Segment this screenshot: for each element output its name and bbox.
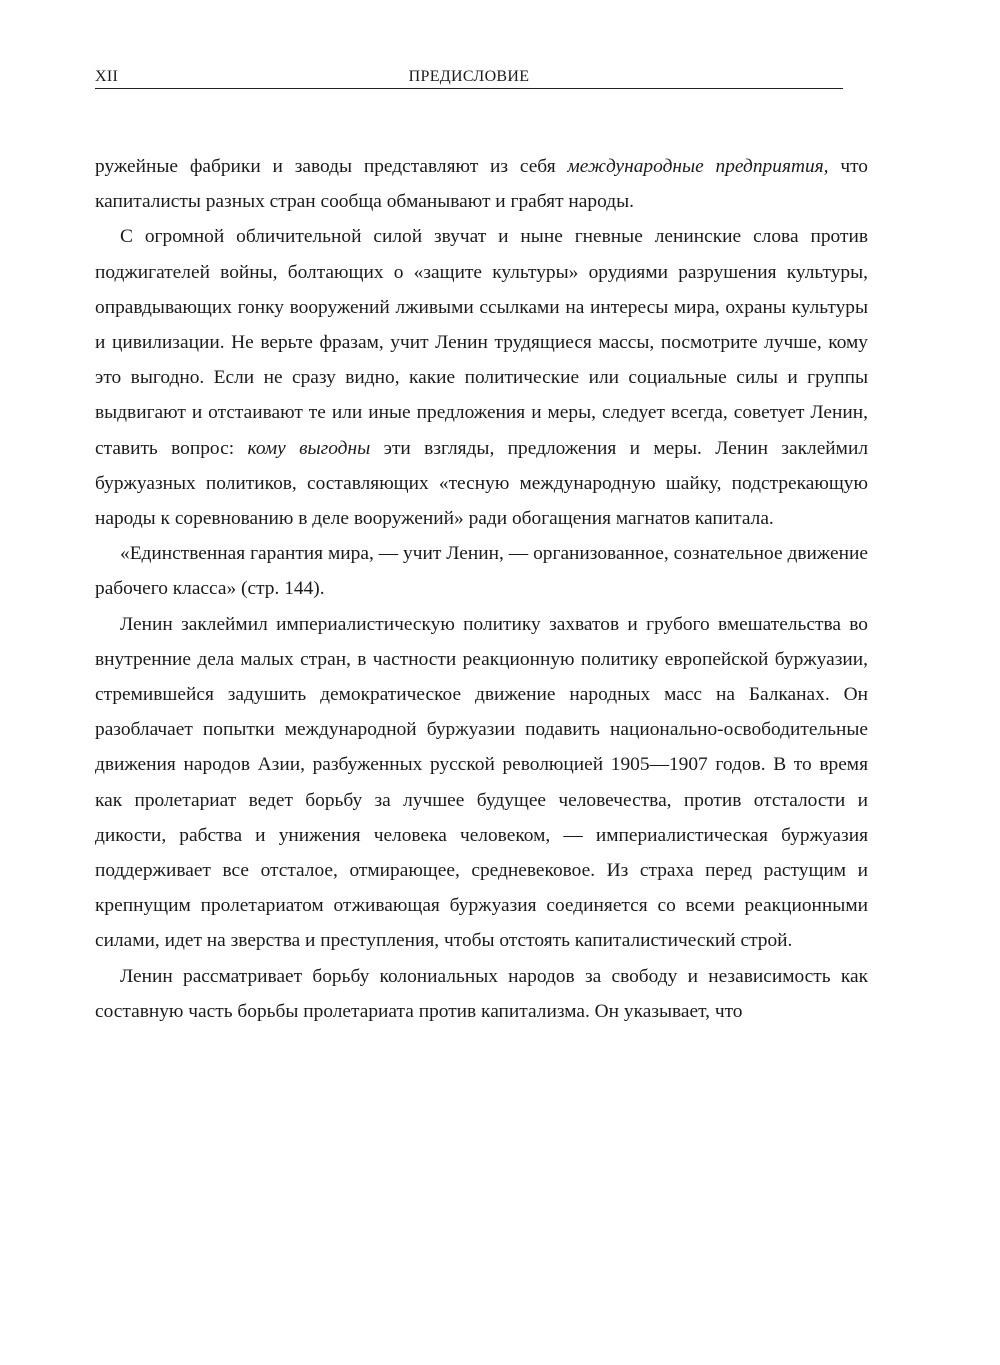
paragraph-2-text-b: эти взгляды, предложения и меры. Ленин заклеймил буржуазных политиков, составляющих «тесную международную шайку, подстрекающую народы к соревнованию в деле вооружений» ради обогащения магнатов капитала. [95, 437, 869, 530]
paragraph-1-emphasis: международные предприятия, [567, 156, 829, 177]
paragraph-5: Ленин рассматривает борьбу колониальных народов за свободу и независимость как составную часть борьбы пролетариата против капитализма. Он указывает, что [95, 965, 868, 1022]
paragraph-1-text-b: что капиталисты разных стран сообща обманывают и грабят народы. [95, 156, 868, 213]
running-header [95, 66, 843, 89]
body-text [95, 149, 868, 1029]
paragraph-2-text-a: С огромной обличительной силой звучат и ныне гневные ленинские слова против поджигателей войны, болтающих о «защите культуры» орудиями разрушения культуры, оправдывающих гонку вооружений лживыми ссылками на интересы мира, охраны культуры и цивилизации. Не верьте фразам, учит Ленин трудящиеся массы, посмотрите лучше, кому это выгодно. Если не сразу видно, какие политические или социальные силы и группы выдвигают и отстаивают те или иные предложения и меры, следует всегда, советует Ленин, ставить вопрос: [95, 226, 868, 459]
paragraph-1 [95, 149, 868, 219]
paragraph-1-text-a: ружейные фабрики и заводы представляют из себя [95, 156, 568, 177]
paragraph-2 [95, 219, 868, 536]
paragraph-2-emphasis: кому выгодны [247, 437, 371, 459]
paragraph-3: «Единственная гарантия мира, — учит Ленин, — организованное, сознательное движение рабочего класса» (стр. 144). [95, 543, 868, 600]
paragraph-4: Ленин заклеймил империалистическую политику захватов и грубого вмешательства во внутренние дела малых стран, в частности реакционную политику европейской буржуазии, стремившейся задушить демократическое движение народных масс на Балканах. Он разоблачает попытки международной буржуазии подавить национально-освободительные движения народов Азии, разбуженных русской революцией 1905—1907 годов. В то время как пролетариат ведет борьбу за лучшее будущее человечества, против отсталости и дикости, рабства и унижения человека человеком, — империалистическая буржуазия поддерживает все отсталое, отмирающее, средневековое. Из страха перед растущим и крепнущим пролетариатом отживающая буржуазия соединяется со всеми реакционными силами, идет на зверства и преступления, чтобы отстоять капиталистический строй. [95, 613, 868, 952]
running-title: ПРЕДИСЛОВИЕ [408, 68, 530, 85]
page-number: XII [95, 68, 119, 85]
